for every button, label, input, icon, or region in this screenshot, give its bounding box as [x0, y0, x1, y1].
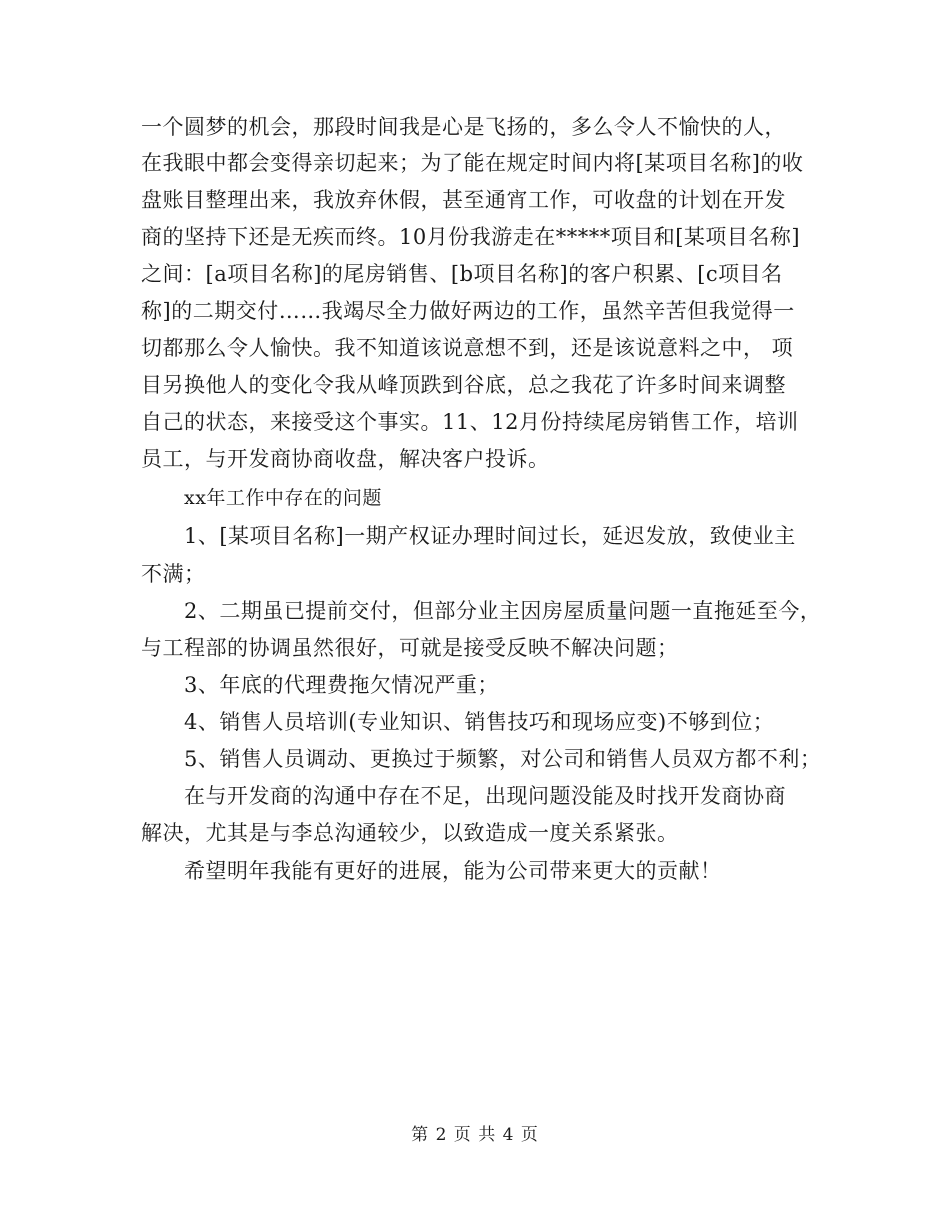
issue-item-2-continued: 与工程部的协调虽然很好，可就是接受反映不解决问题； — [141, 636, 679, 660]
issue-item-2: 2、二期虽已提前交付，但部分业主因房屋质量问题一直拖延至今， — [184, 599, 822, 623]
issue-item-4: 4、销售人员培训(专业知识、销售技巧和现场应变)不够到位； — [184, 710, 775, 734]
issue-item-3: 3、年底的代理费拖欠情况严重； — [184, 673, 499, 697]
body-line: 在与开发商的沟通中存在不足，出现问题没能及时找开发商协商 — [184, 784, 786, 808]
page-number-footer: 第 2 页 共 4 页 — [411, 1125, 539, 1145]
body-line: 盘账目整理出来，我放弃休假，甚至通宵工作，可收盘的计划在开发 — [141, 188, 786, 212]
body-line: 称]的二期交付……我竭尽全力做好两边的工作，虽然辛苦但我觉得一 — [141, 299, 795, 323]
body-line: 自己的状态，来接受这个事实。11、12月份持续尾房销售工作，培训 — [141, 410, 799, 434]
closing-line: 希望明年我能有更好的进展，能为公司带来更大的贡献！ — [184, 859, 722, 883]
body-line: 解决，尤其是与李总沟通较少，以致造成一度关系紧张。 — [141, 821, 679, 845]
body-line: 目另换他人的变化令我从峰顶跌到谷底，总之我花了许多时间来调整 — [141, 373, 786, 397]
body-line: 在我眼中都会变得亲切起来；为了能在规定时间内将[某项目名称]的收 — [141, 151, 804, 175]
body-line: 之间：[a项目名称]的尾房销售、[b项目名称]的客户积累、[c项目名 — [141, 262, 783, 286]
body-line: 员工，与开发商协商收盘，解决客户投诉。 — [141, 447, 550, 471]
body-line: 一个圆梦的机会，那段时间我是心是飞扬的，多么令人不愉快的人， — [141, 115, 786, 139]
issue-item-1-continued: 不满； — [141, 562, 206, 586]
body-line: 商的坚持下还是无疾而终。10月份我游走在*****项目和[某项目名称] — [141, 225, 801, 249]
issue-item-1: 1、[某项目名称]一期产权证办理时间过长，延迟发放，致使业主 — [184, 524, 796, 548]
section-heading: xx年工作中存在的问题 — [184, 487, 382, 509]
issue-item-5: 5、销售人员调动、更换过于频繁，对公司和销售人员双方都不利； — [184, 747, 822, 771]
body-line: 切都那么令人愉快。我不知道该说意想不到，还是该说意料之中， 项 — [141, 336, 794, 360]
